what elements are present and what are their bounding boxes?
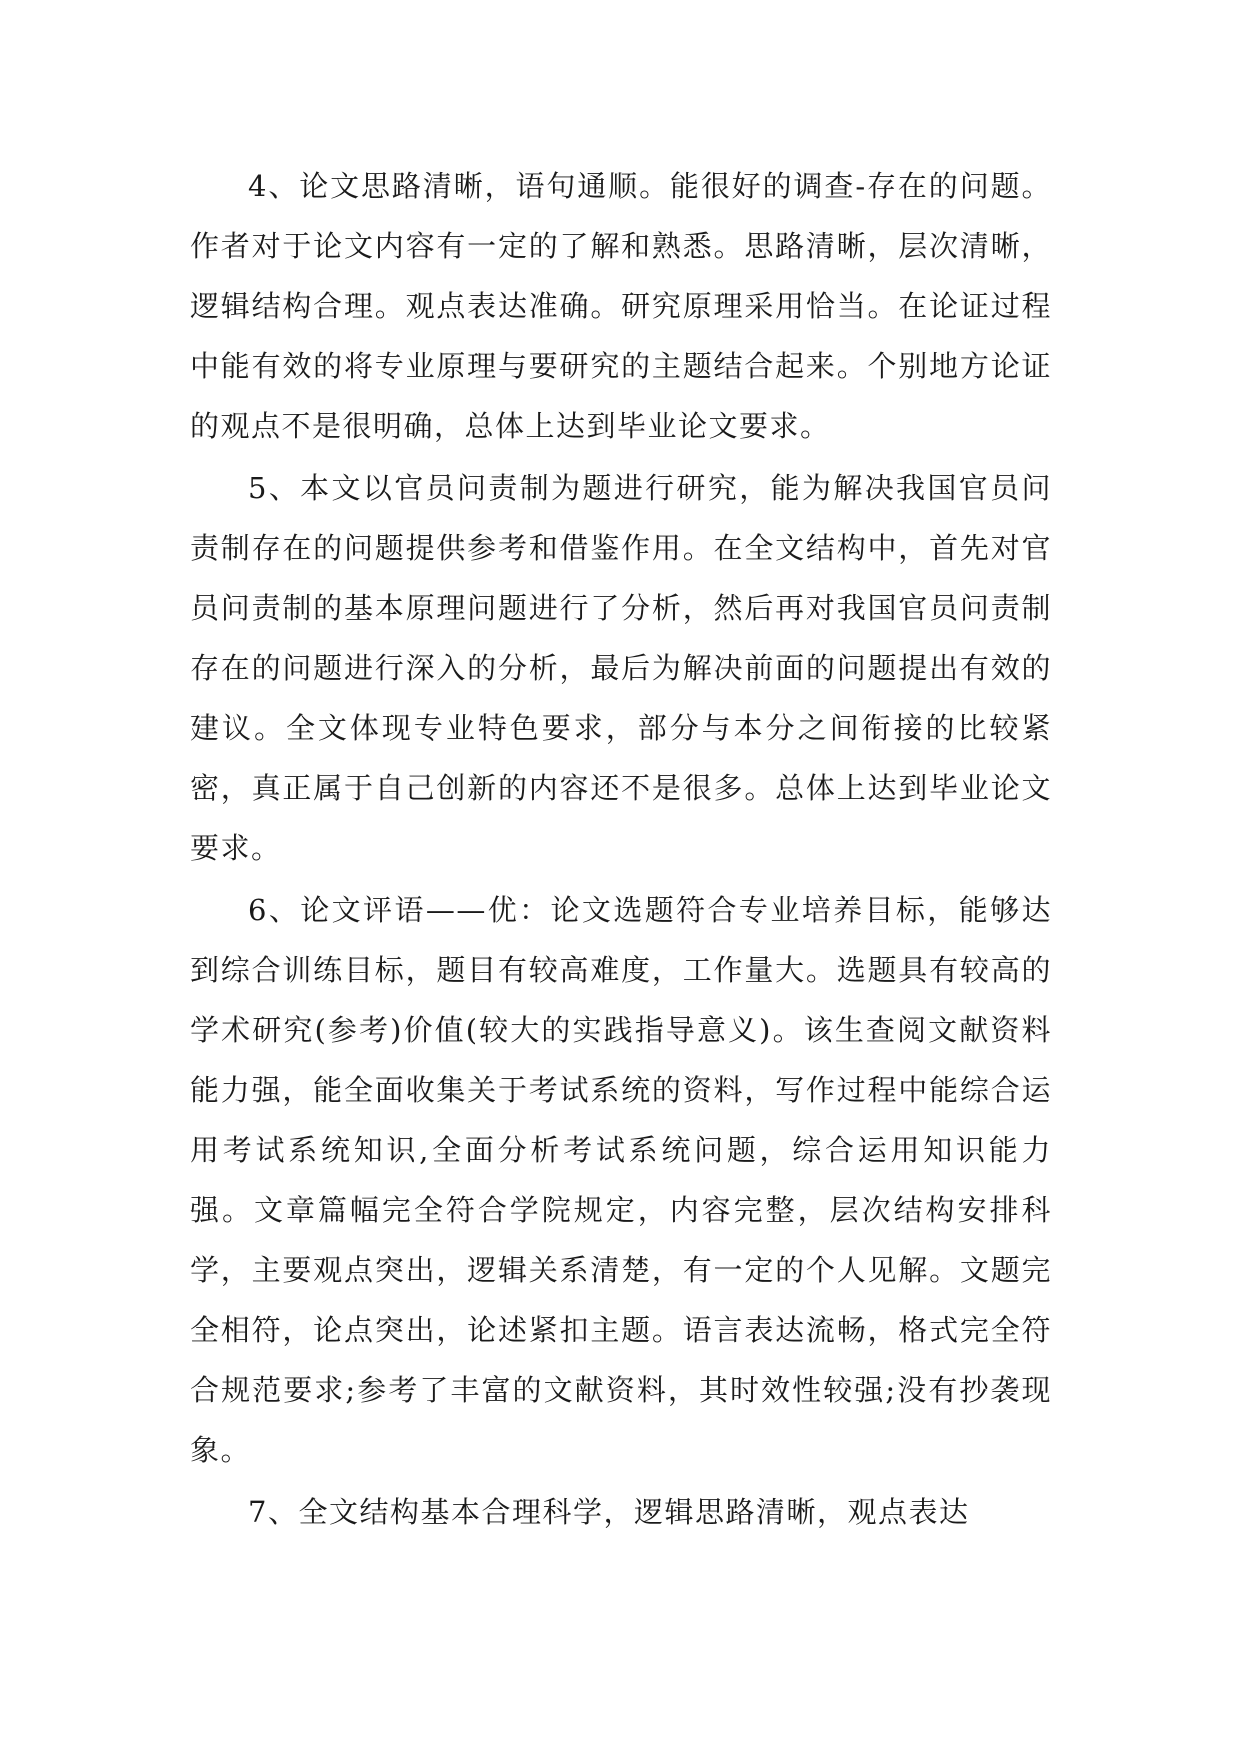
paragraph-5: 5、本文以官员问责制为题进行研究，能为解决我国官员问责制存在的问题提供参考和借鉴作用。在全文结构中，首先对官员问责制的基本原理问题进行了分析，然后再对我国官员问责制存在的问题进行深入的分析，最后为解决前面的问题提出有效的建议。全文体现专业特色要求，部分与本分之间衔接的比较紧密，真正属于自己创新的内容还不是很多。总体上达到毕业论文要求。 [190,471,1052,865]
paragraph-6: 6、论文评语——优：论文选题符合专业培养目标，能够达到综合训练目标，题目有较高难度，工作量大。选题具有较高的学术研究(参考)价值(较大的实践指导意义)。该生查阅文献资料能力强，能全面收集关于考试系统的资料，写作过程中能综合运用考试系统知识,全面分析考试系统问题，综合运用知识能力强。文章篇幅完全符合学院规定，内容完整，层次结构安排科学，主要观点突出，逻辑关系清楚，有一定的个人见解。文题完全相符，论点突出，论述紧扣主题。语言表达流畅，格式完全符合规范要求;参考了丰富的文献资料，其时效性较强;没有抄袭现象。 [190,893,1052,1467]
document-body [190,156,1052,1544]
paragraph-7: 7、全文结构基本合理科学，逻辑思路清晰，观点表达 [248,1495,970,1529]
paragraph-4: 4、论文思路清晰，语句通顺。能很好的调查-存在的问题。作者对于论文内容有一定的了解和熟悉。思路清晰，层次清晰，逻辑结构合理。观点表达准确。研究原理采用恰当。在论证过程中能有效的将专业原理与要研究的主题结合起来。个别地方论证的观点不是很明确，总体上达到毕业论文要求。 [190,169,1052,443]
